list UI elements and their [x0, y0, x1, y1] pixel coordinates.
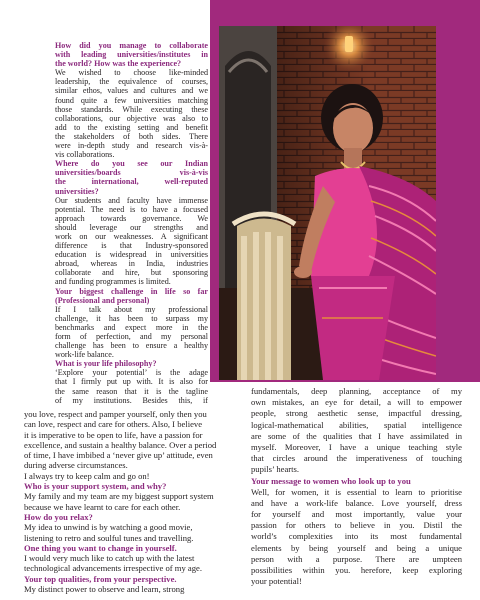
answer-line: for yourself and most importantly, value your: [251, 509, 462, 520]
answer-line: collaborations, our objective was also to: [55, 113, 208, 123]
interview-question: [55, 359, 208, 368]
wide-text-column: [24, 409, 248, 594]
interview-answer: [24, 584, 248, 594]
interview-answer: [24, 409, 248, 471]
question-line: Where do you see our Indian: [55, 159, 208, 169]
question-line: Your message to women who look up to you: [251, 475, 411, 486]
interview-answer: [251, 487, 462, 588]
interview-question: [24, 543, 248, 553]
answer-line: person with a purpose. There are umpteen: [251, 553, 462, 564]
answer-line: people, strong aesthetic sense, impactful dressing,: [251, 408, 462, 419]
question-line: One thing you want to change in yourself.: [24, 542, 177, 553]
answer-line: it is imperative to be open to life, have a passion for: [24, 429, 203, 440]
answer-line: myself. Moreover, I have a unique teaching style: [251, 441, 462, 452]
answer-line: and funding programmes is limited.: [55, 277, 171, 287]
question-line: (Professional and personal): [55, 295, 150, 305]
answer-line: because we have learnt to care for each other.: [24, 501, 181, 512]
answer-line: My family and my team are my biggest support system: [24, 491, 214, 502]
interview-answer: [24, 471, 248, 481]
answer-line: should leverage our strengths and: [55, 222, 208, 232]
right-text-column: [251, 386, 462, 587]
answer-line: technological advancements irrespective of my age.: [24, 563, 203, 574]
answer-line: Well, for women, it is essential to learn to prioritise: [251, 486, 462, 497]
answer-line: similar ethos, values and cultures and we: [55, 86, 208, 96]
answer-line: potential. The need is to have a focused: [55, 204, 208, 214]
question-line: with leading universities/institutes in: [55, 50, 208, 60]
answer-line: education is widespread in universities: [55, 250, 208, 260]
question-line: Your top qualities, from your perspective.: [24, 573, 177, 584]
answer-line: you love, respect and pamper yourself, only then you: [24, 409, 207, 419]
portrait-photo: [219, 26, 436, 380]
answer-line: pupils’ hearts.: [251, 464, 300, 475]
carved-chair: [233, 214, 295, 380]
answer-line: collaborate and hire, but sponsoring: [55, 268, 208, 278]
interview-answer: [251, 386, 462, 476]
answer-line: found quite a few universities matching: [55, 95, 208, 105]
question-line: How did you manage to collaborate: [55, 41, 208, 50]
answer-line: If I talk about my professional: [55, 304, 208, 314]
question-line: How do you relax?: [24, 511, 93, 522]
answer-line: of my institutions. Besides this, if: [55, 395, 208, 405]
answer-line: the same reason that it is the tagline: [55, 386, 208, 396]
answer-line: world’s complexities into its most fundamental: [251, 531, 462, 542]
answer-line: that circles around the imperativeness of touching: [251, 453, 462, 464]
interview-question: [55, 159, 208, 195]
answer-line: of time, I have imbibed a ‘never give up’ attitude, even: [24, 450, 213, 461]
interview-answer: [24, 522, 248, 543]
answer-line: leadership, the equivalence of courses,: [55, 77, 208, 87]
answer-line: add to the existing setting and benefit: [55, 122, 208, 132]
answer-line: vis collaborations.: [55, 150, 115, 160]
answer-line: passion for others to believe in you. Distil the: [251, 520, 462, 531]
interview-answer: [55, 305, 208, 360]
question-line: universities/boards vis-à-vis: [55, 168, 208, 178]
answer-line: challenge has been to ensure a healthy: [55, 341, 208, 351]
question-line: Who is your support system, and why?: [24, 481, 167, 492]
narrow-text-column: [55, 41, 208, 405]
answer-line: My idea to unwind is by watching a good movie,: [24, 522, 193, 533]
answer-line: own mistakes, an eye for detail, a will to empower: [251, 397, 462, 408]
question-line: What is your life philosophy?: [55, 359, 157, 369]
interview-question: [24, 512, 248, 522]
interview-question: [24, 481, 248, 491]
answer-line: My distinct power to observe and learn, strong: [24, 584, 185, 595]
answer-line: during adverse circumstances.: [24, 460, 128, 471]
interview-question: [55, 287, 208, 305]
interview-question: [24, 574, 248, 584]
question-line: the international, well-reputed: [55, 177, 208, 187]
answer-line: difference is that Industry-sponsored: [55, 241, 208, 251]
answer-line: listening to retro and soulful tunes and travelling.: [24, 532, 194, 543]
answer-line: benchmarks and expect more in the: [55, 322, 208, 332]
interview-question: [251, 476, 462, 487]
answer-line: approach towards governance. We: [55, 213, 208, 223]
answer-line: and have a work-life balance. Love yourself, dress: [251, 497, 462, 508]
answer-line: can love, respect and care for others. Also, I believe: [24, 419, 203, 430]
portrait-image: [219, 26, 436, 380]
answer-line: I always try to keep calm and go on!: [24, 470, 150, 481]
answer-line: We wished to choose like-minded: [55, 68, 208, 78]
answer-line: logical-mathematical abilities, spatial intelligence: [251, 419, 462, 430]
answer-line: the stakeholders of both sides. There: [55, 131, 208, 141]
interview-answer: [55, 368, 208, 404]
answer-line: challenge, it has been to surpass my: [55, 313, 208, 323]
answer-line: form of perfection, and my personal: [55, 332, 208, 341]
answer-line: that I firmly put up with. It is also for: [55, 377, 208, 387]
answer-line: excellence, and sustain a healthy balance. Over a period: [24, 439, 217, 450]
answer-line: I would very much like to catch up with the latest: [24, 553, 195, 564]
interview-answer: [55, 196, 208, 287]
question-line: the world? How was the experience?: [55, 59, 182, 69]
interview-answer: [24, 553, 248, 574]
interview-answer: [55, 68, 208, 159]
answer-line: possibilities within you. herefore, keep exploring: [251, 565, 462, 575]
interview-answer: [24, 491, 248, 512]
answer-line: were in-depth study and research vis-à-: [55, 141, 208, 151]
answer-line: fundamentals, deep planning, acceptance of my: [251, 386, 462, 396]
answer-line: Our students and faculty have immense: [55, 195, 208, 205]
answer-line: work on our weaknesses. A significant: [55, 231, 208, 241]
answer-line: abroad, whereas in India, industries: [55, 259, 208, 269]
answer-line: elements by being yourself and being a unique: [251, 542, 462, 553]
answer-line: those standards. While executing these: [55, 104, 208, 114]
interview-question: [55, 41, 208, 68]
answer-line: are some of the qualities that I have assimilated in: [251, 430, 462, 441]
answer-line: your potential!: [251, 576, 302, 587]
answer-line: ‘Explore your potential’ is the adage: [55, 368, 208, 378]
question-line: Your biggest challenge in life so far: [55, 286, 208, 296]
answer-line: work-life balance.: [55, 350, 114, 360]
question-line: universities?: [55, 186, 99, 196]
